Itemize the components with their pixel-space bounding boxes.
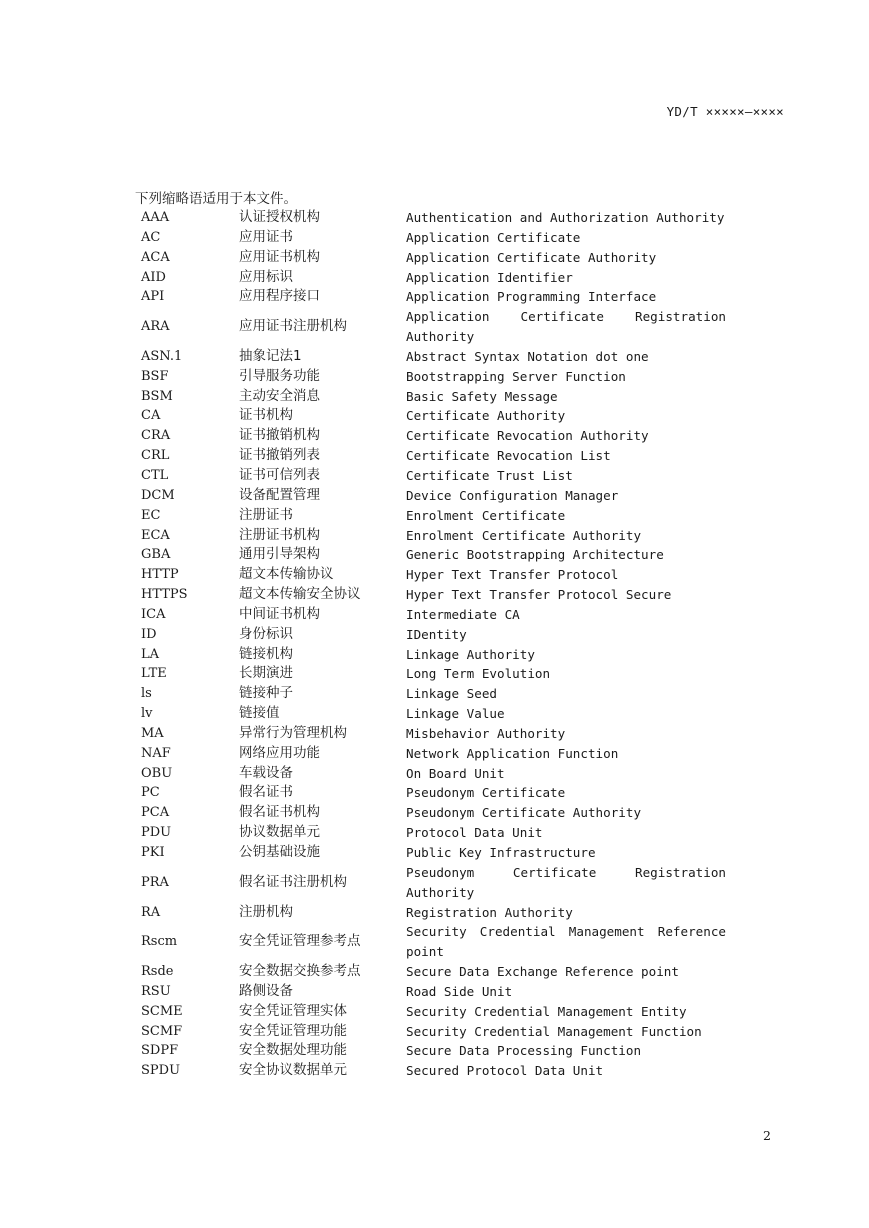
- chinese-name: 安全数据交换参考点: [239, 963, 361, 980]
- english-name: Basic Safety Message: [406, 388, 558, 404]
- abbreviation-row: [141, 526, 731, 546]
- abbreviation-row: [141, 903, 731, 923]
- abbreviation-term: MA: [141, 725, 164, 741]
- english-name: Secure Data Processing Function: [406, 1043, 642, 1059]
- english-name: Certificate Authority: [406, 408, 566, 424]
- abbreviation-term: Rscm: [141, 934, 178, 950]
- abbreviation-term: ECA: [141, 527, 170, 543]
- abbreviation-row: [141, 605, 731, 625]
- chinese-name: 异常行为管理机构: [239, 724, 347, 741]
- chinese-name: 安全凭证管理实体: [239, 1002, 347, 1019]
- abbreviation-term: BSF: [141, 368, 169, 384]
- abbreviation-row: [141, 744, 731, 764]
- abbreviation-term: ls: [141, 686, 152, 702]
- chinese-name: 车载设备: [239, 764, 293, 781]
- english-name: Pseudonym Certificate Registration Authority: [406, 864, 726, 900]
- english-name: Application Certificate Authority: [406, 249, 657, 265]
- abbreviation-term: PC: [141, 785, 160, 801]
- chinese-name: 证书可信列表: [239, 466, 320, 483]
- chinese-name: 链接机构: [239, 645, 293, 662]
- abbreviation-term: ARA: [141, 319, 170, 335]
- chinese-name: 公钥基础设施: [239, 844, 320, 860]
- chinese-name: 注册证书机构: [239, 526, 320, 543]
- english-name: Device Configuration Manager: [406, 487, 619, 503]
- abbreviation-term: LA: [141, 646, 160, 662]
- abbreviation-row: [141, 268, 731, 288]
- abbreviation-row: [141, 704, 731, 724]
- english-name: On Board Unit: [406, 765, 505, 781]
- abbreviation-row: [141, 367, 731, 387]
- abbreviation-term: SCME: [141, 1003, 183, 1019]
- abbreviation-term: Rsde: [141, 964, 174, 980]
- abbreviation-term: PKI: [141, 845, 165, 860]
- abbreviation-row: [141, 1061, 731, 1081]
- abbreviation-row: [141, 863, 731, 903]
- abbreviation-term: CTL: [141, 467, 169, 483]
- abbreviation-term: CRA: [141, 428, 171, 444]
- chinese-name: 主动安全消息: [239, 387, 320, 404]
- english-name: Certificate Revocation Authority: [406, 428, 649, 444]
- chinese-name: 身份标识: [239, 625, 293, 642]
- abbreviation-term: lv: [141, 706, 153, 722]
- english-name: Linkage Value: [406, 706, 505, 722]
- english-name: Linkage Authority: [406, 646, 535, 662]
- abbreviation-row: [141, 208, 731, 228]
- chinese-name: 网络应用功能: [239, 744, 320, 761]
- abbreviation-row: [141, 823, 731, 843]
- english-name: Enrolment Certificate Authority: [406, 527, 642, 543]
- abbreviation-term: SDPF: [141, 1043, 179, 1059]
- abbreviation-term: RSU: [141, 983, 171, 999]
- abbreviation-list: [141, 208, 731, 1081]
- english-name: Certificate Revocation List: [406, 448, 611, 464]
- abbreviation-row: [141, 783, 731, 803]
- abbreviation-row: [141, 406, 731, 426]
- chinese-name: 抽象记法1: [239, 347, 302, 364]
- abbreviation-row: [141, 645, 731, 665]
- abbreviation-row: [141, 625, 731, 645]
- abbreviation-term: ID: [141, 626, 157, 642]
- abbreviation-term: HTTPS: [141, 587, 188, 603]
- english-name: Security Credential Management Reference point: [406, 924, 726, 960]
- abbreviation-term: LTE: [141, 666, 167, 682]
- page-number: 2: [763, 1128, 771, 1143]
- english-name: Registration Authority: [406, 904, 573, 920]
- abbreviation-term: RA: [141, 904, 161, 920]
- abbreviation-row: [141, 803, 731, 823]
- chinese-name: 安全数据处理功能: [239, 1042, 347, 1059]
- abbreviation-row: [141, 922, 731, 962]
- abbreviation-row: [141, 724, 731, 744]
- chinese-name: 证书机构: [239, 407, 293, 424]
- chinese-name: 认证授权机构: [239, 209, 320, 225]
- chinese-name: 安全协议数据单元: [239, 1062, 347, 1079]
- abbreviation-row: [141, 506, 731, 526]
- abbreviation-row: [141, 962, 731, 982]
- chinese-name: 假名证书机构: [239, 804, 320, 821]
- abbreviation-row: [141, 287, 731, 307]
- english-name: Abstract Syntax Notation dot one: [406, 348, 649, 364]
- english-name: Hyper Text Transfer Protocol Secure: [406, 587, 672, 603]
- abbreviation-row: [141, 466, 731, 486]
- abbreviation-row: [141, 248, 731, 268]
- abbreviation-term: PDU: [141, 825, 172, 841]
- abbreviation-row: [141, 982, 731, 1002]
- abbreviation-row: [141, 585, 731, 605]
- english-name: Security Credential Management Entity: [406, 1003, 687, 1019]
- abbreviation-row: [141, 1002, 731, 1022]
- english-name: Linkage Seed: [406, 686, 497, 702]
- english-name: Application Programming Interface: [406, 289, 657, 305]
- abbreviation-term: AAA: [141, 210, 170, 225]
- english-name: IDentity: [406, 626, 467, 642]
- abbreviation-row: [141, 228, 731, 248]
- english-name: Network Application Function: [406, 745, 619, 761]
- abbreviation-term: AID: [141, 269, 166, 285]
- english-name: Security Credential Management Function: [406, 1023, 702, 1039]
- abbreviation-term: SPDU: [141, 1063, 181, 1079]
- english-name: Authentication and Authorization Authority: [406, 210, 725, 225]
- abbreviation-term: HTTP: [141, 567, 179, 583]
- english-name: Application Certificate: [406, 229, 581, 245]
- chinese-name: 通用引导架构: [239, 546, 320, 563]
- english-name: Secured Protocol Data Unit: [406, 1063, 604, 1079]
- abbreviation-term: DCM: [141, 487, 175, 503]
- english-name: Hyper Text Transfer Protocol: [406, 567, 619, 583]
- chinese-name: 安全凭证管理参考点: [239, 933, 361, 950]
- chinese-name: 引导服务功能: [239, 367, 320, 384]
- english-name: Certificate Trust List: [406, 467, 573, 483]
- english-name: Intermediate CA: [406, 606, 520, 622]
- chinese-name: 证书撤销机构: [239, 427, 320, 444]
- abbreviation-row: [141, 426, 731, 446]
- english-name: Secure Data Exchange Reference point: [406, 964, 679, 980]
- abbreviation-row: [141, 684, 731, 704]
- abbreviation-term: ASN.1: [141, 348, 183, 364]
- english-name: Enrolment Certificate: [406, 507, 566, 523]
- chinese-name: 假名证书: [239, 784, 293, 801]
- abbreviation-term: PCA: [141, 805, 170, 821]
- english-name: Generic Bootstrapping Architecture: [406, 547, 664, 563]
- chinese-name: 应用程序接口: [239, 288, 320, 305]
- abbreviation-row: [141, 446, 731, 466]
- abbreviation-row: [141, 387, 731, 407]
- chinese-name: 长期演进: [239, 665, 293, 682]
- english-name: Application Certificate Registration Authority: [406, 309, 726, 345]
- english-name: Long Term Evolution: [406, 666, 551, 682]
- intro-text: 下列缩略语适用于本文件。: [135, 191, 297, 207]
- english-name: Application Identifier: [406, 269, 573, 285]
- english-name: Pseudonym Certificate Authority: [406, 805, 642, 821]
- chinese-name: 假名证书注册机构: [239, 873, 347, 890]
- chinese-name: 超文本传输安全协议: [239, 586, 361, 603]
- abbreviation-term: GBA: [141, 547, 171, 563]
- english-name: Pseudonym Certificate: [406, 785, 566, 801]
- english-name: Public Key Infrastructure: [406, 845, 596, 860]
- abbreviation-row: [141, 664, 731, 684]
- english-name: Bootstrapping Server Function: [406, 368, 626, 384]
- chinese-name: 应用证书机构: [239, 248, 320, 265]
- abbreviation-term: PRA: [141, 874, 169, 890]
- abbreviation-term: ACA: [141, 249, 170, 265]
- chinese-name: 注册证书: [239, 506, 293, 523]
- chinese-name: 超文本传输协议: [239, 566, 334, 583]
- chinese-name: 应用证书: [239, 228, 293, 245]
- abbreviation-term: ICA: [141, 606, 166, 622]
- abbreviation-row: [141, 1022, 731, 1042]
- chinese-name: 注册机构: [239, 903, 293, 920]
- abbreviation-term: API: [141, 289, 165, 305]
- chinese-name: 应用标识: [239, 268, 293, 285]
- abbreviation-term: EC: [141, 507, 161, 523]
- abbreviation-term: OBU: [141, 765, 173, 781]
- abbreviation-row: [141, 307, 731, 347]
- abbreviation-term: CRL: [141, 448, 170, 464]
- abbreviation-term: BSM: [141, 388, 173, 404]
- abbreviation-term: CA: [141, 408, 161, 424]
- chinese-name: 协议数据单元: [239, 824, 320, 841]
- chinese-name: 证书撤销列表: [239, 447, 320, 464]
- abbreviation-term: NAF: [141, 745, 171, 761]
- chinese-name: 应用证书注册机构: [239, 318, 347, 335]
- abbreviation-row: [141, 486, 731, 506]
- chinese-name: 路侧设备: [239, 982, 293, 999]
- abbreviation-row: [141, 545, 731, 565]
- abbreviation-row: [141, 565, 731, 585]
- chinese-name: 中间证书机构: [239, 605, 320, 622]
- abbreviation-term: AC: [141, 229, 161, 245]
- abbreviation-row: [141, 1041, 731, 1061]
- chinese-name: 设备配置管理: [239, 486, 320, 503]
- abbreviation-row: [141, 764, 731, 784]
- abbreviation-row: [141, 347, 731, 367]
- english-name: Misbehavior Authority: [406, 725, 566, 741]
- document-code: YD/T ×××××—××××: [666, 104, 784, 119]
- english-name: Protocol Data Unit: [406, 825, 543, 841]
- chinese-name: 链接值: [239, 705, 280, 722]
- chinese-name: 链接种子: [239, 685, 293, 702]
- abbreviation-term: SCMF: [141, 1023, 183, 1039]
- chinese-name: 安全凭证管理功能: [239, 1022, 347, 1039]
- abbreviation-row: [141, 843, 731, 863]
- english-name: Road Side Unit: [406, 983, 513, 999]
